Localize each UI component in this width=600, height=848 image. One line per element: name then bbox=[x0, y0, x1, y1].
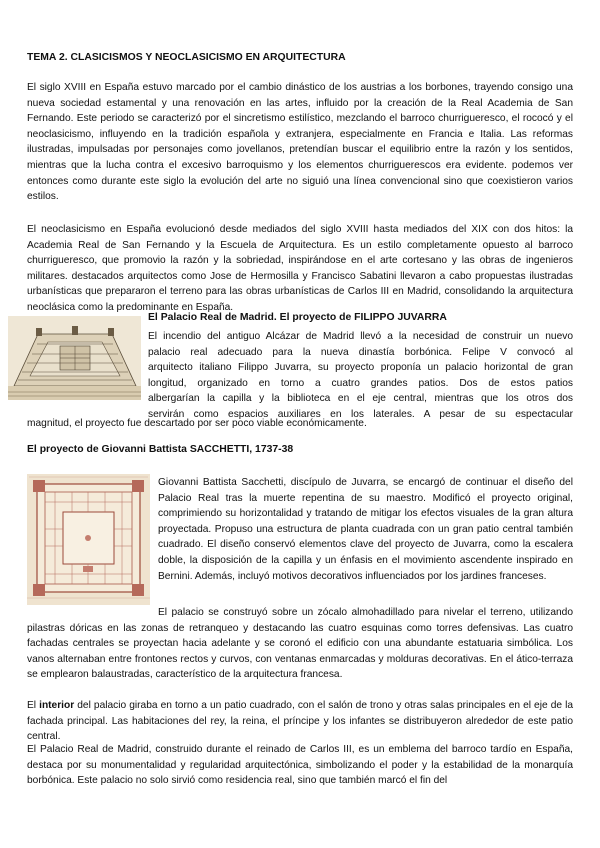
juvarra-line: arquitecto italiano Filippo Juvarra, su proyecto proponía un palacio horizontal de gran bbox=[148, 362, 573, 374]
juvarra-line: El incendio del antiguo Alcázar de Madrid llevó a la necesidad de construir un nuevo bbox=[148, 331, 573, 342]
sacchetti-heading: El proyecto de Giovanni Battista SACCHETTI, 1737-38 bbox=[27, 444, 294, 455]
juvarra-line: servirán como espacios auxiliares en los laterales. A pesar de su espectacular bbox=[148, 408, 573, 420]
juvarra-body bbox=[148, 329, 573, 423]
sacchetti-final-paragraph: El Palacio Real de Madrid, construido durante el reinado de Carlos III, es un emblema del barroco tardío en España, destaca por su monumentalidad y regularidad arquitectónica, simbolizando el poder y la estabilidad de la monarquía borbónica. Este palacio no solo sirvió como residencia real, sino que también marcó el fin del bbox=[27, 744, 573, 787]
juvarra-heading: El Palacio Real de Madrid. El proyecto de FILIPPO JUVARRA bbox=[148, 312, 447, 323]
juvarra-tail: magnitud, el proyecto fue descartado por ser poco viable económicamente. bbox=[27, 418, 367, 429]
sacchetti-side-text: Giovanni Battista Sacchetti, discípulo de Juvarra, se encargó de continuar el diseño del Palacio Real tras la muerte repentina de su maestro. Modificó el proyecto original, comprimiendo su horizontalidad y tratando de mitigar los efectos visuales de la gran altura proyectada. Propuso una estructura de planta cuadrada con un gran patio central también cuadrado. El diseño conservó elementos clave del proyecto de Juvarra, como la escalera doble, la disposición de la capilla y un énfasis en el movimiento ascendente inspirado en Bernini. Además, incluyó motivos decorativos influenciados por los jardines franceses. bbox=[158, 477, 573, 582]
document-title: TEMA 2. CLASICISMOS Y NEOCLASICISMO EN ARQUITECTURA bbox=[27, 52, 346, 63]
sacchetti-palacio-paragraph: El palacio se construyó sobre un zócalo almohadillado para nivelar el terreno, utilizando pilastras dóricas en las zonas de retranqueo y destacando las cuatro esquinas como torres defensivas. Las cuatro fachadas centrales se proyectan hacia adelante y se coronó el edificio con una abundante estatuaria simbólica. Los vanos alternaban entre frontones rectos y curvos, con ventanas enmarcadas y molduras decorativas. En el ático-terraza se emplearon balaustradas, característico de la arquitectura francesa. bbox=[27, 607, 573, 681]
intro-paragraph-1: El siglo XVIII en España estuvo marcado por el cambio dinástico de los austrias a los borbones, trayendo consigo una nueva sociedad estamental y una renovación en las artes, influido por la creación de la Real Academia de San Fernando. Este periodo se caracterizó por el sincretismo estilístico, mezclando el barroco churrigueresco, el rococó y el neoclasicismo, influyendo en la tradición española y extranjera, especialmente en Francia e Italia. Las reformas ilustradas, impulsadas por personajes como jovellanos, pretendían buscar el equilibrio entre la razón y los sentidos, mientras que la lucha contra el excesivo barroquismo y los elementos churriguerescos era evidente. podemos ver entonces como durante este siglo la evolución del arte no siguió una línea convencional sino que coexistieron varios estilos. bbox=[27, 82, 573, 203]
intro-paragraph-2: El neoclasicismo en España evolucionó desde mediados del siglo XVIII hasta mediados del XIX con dos hitos: la Academia Real de San Fernando y la Escuela de Arquitectura. Es un estilo completamente opuesto al barroco churrigueresco, que promovio la razón y la sobriedad, inspirándose en el arte cortesano y las obras de ingenieros militares. destacados arquitectos como Jose de Hermosilla y Francisco Sabatini llevaron a cabo propuestas ilustradas urbanísticas que prepararon el terreno para las obras urbanísticas de Carlos III en Madrid, consolidando la arquitectura neoclásica como la predominante en España. bbox=[27, 224, 573, 313]
juvarra-line: longitud, organizado en torno a cuatro grandes patios. Dos de estos patios bbox=[148, 377, 573, 389]
sacchetti-interior-paragraph: El interior del palacio giraba en torno a un patio cuadrado, con el salón de trono y otras salas principales en el eje de la fachada principal. Las habitaciones del rey, la reina, el príncipe y los infantes se distribuyeron alrededor de este patio central. bbox=[27, 700, 573, 743]
interior-emphasis: interior bbox=[39, 700, 75, 711]
sacchetti-floor-plan bbox=[27, 474, 150, 605]
juvarra-line: albergarían la capilla y la biblioteca en el eje central, mientras que los otros dos bbox=[148, 393, 573, 405]
juvarra-line: palacio real adecuado para la nueva dinastía borbónica. Felipe V convocó al bbox=[148, 346, 573, 358]
juvarra-palace-drawing bbox=[8, 316, 141, 400]
